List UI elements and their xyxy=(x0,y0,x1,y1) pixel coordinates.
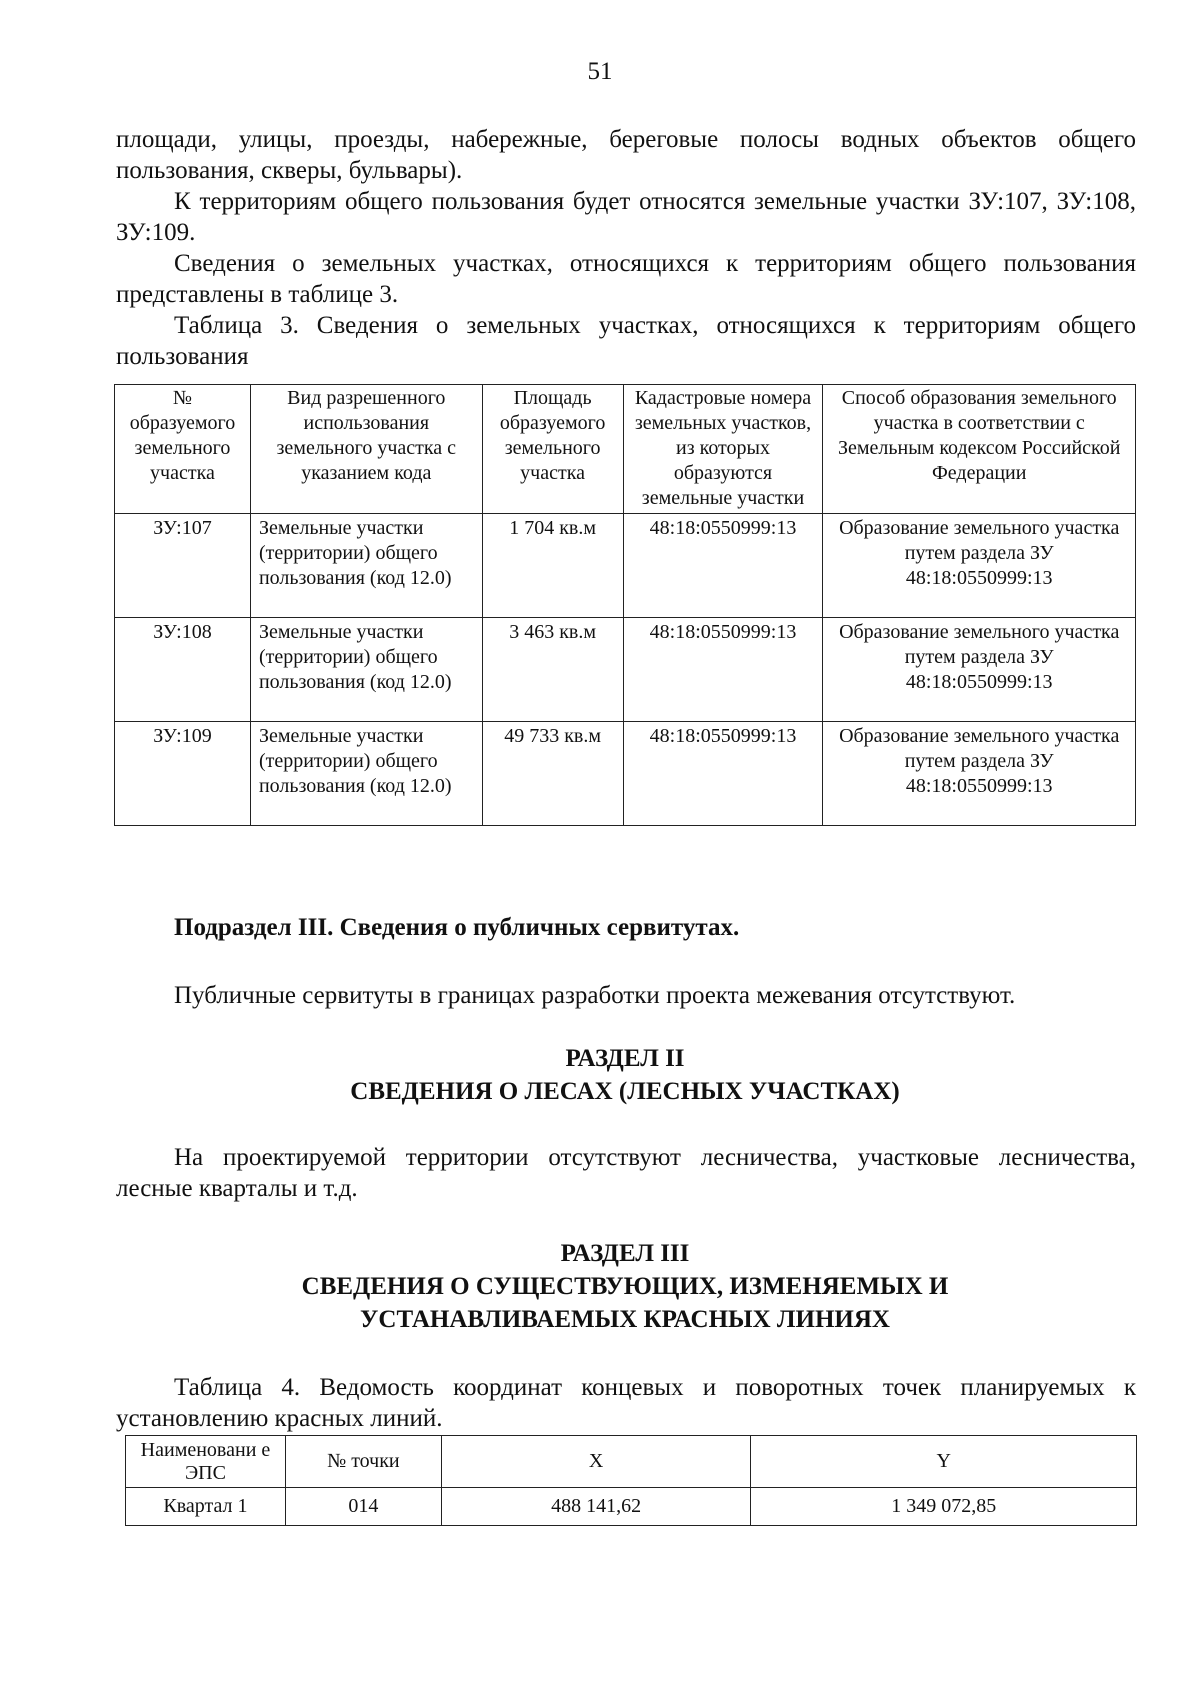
section-3-title-line-1: РАЗДЕЛ III xyxy=(560,1240,690,1267)
table-cell: 48:18:0550999:13 xyxy=(623,618,823,722)
table-4-header-cell: Y xyxy=(751,1436,1137,1488)
table-row xyxy=(115,722,1136,826)
table-4 xyxy=(125,1435,1137,1526)
table-cell: 48:18:0550999:13 xyxy=(623,514,823,618)
section-2-text: На проектируемой территории отсутствуют лесничества, участковые лесничества, лесные кварталы и т.д. xyxy=(116,1144,1136,1202)
table-4-header-row xyxy=(126,1436,1137,1488)
table-cell: 488 141,62 xyxy=(441,1488,751,1526)
page-number: 51 xyxy=(587,58,613,85)
table-row xyxy=(126,1488,1137,1526)
table-cell: Земельные участки (территории) общего пользования (код 12.0) xyxy=(250,514,482,618)
table-cell: 49 733 кв.м xyxy=(482,722,623,826)
table-cell: Образование земельного участка путем раздела ЗУ 48:18:0550999:13 xyxy=(823,514,1136,618)
table-3 xyxy=(114,384,1136,826)
section-3-title-line-2: СВЕДЕНИЯ О СУЩЕСТВУЮЩИХ, ИЗМЕНЯЕМЫХ И xyxy=(301,1273,949,1300)
intro-paragraph-1: площади, улицы, проезды, набережные, береговые полосы водных объектов общего пользования, скверы, бульвары). xyxy=(116,126,1136,184)
table-cell: ЗУ:107 xyxy=(115,514,251,618)
table-cell: Образование земельного участка путем раздела ЗУ 48:18:0550999:13 xyxy=(823,722,1136,826)
table-cell: 1 349 072,85 xyxy=(751,1488,1137,1526)
subsection-3-text: Публичные сервитуты в границах разработки проекта межевания отсутствуют. xyxy=(174,982,1016,1009)
intro-paragraph-2: К территориям общего пользования будет относятся земельные участки ЗУ:107, ЗУ:108, ЗУ:109. xyxy=(116,188,1136,246)
section-2-title-line-1: РАЗДЕЛ II xyxy=(565,1045,685,1072)
table-4-header-cell: Наименовани е ЭПС xyxy=(126,1436,286,1488)
table-row xyxy=(115,514,1136,618)
table-3-header-cell: Вид разрешенного использования земельного участка с указанием кода xyxy=(250,385,482,514)
table-cell: 014 xyxy=(285,1488,441,1526)
table-3-header-cell: Способ образования земельного участка в соответствии с Земельным кодексом Российской Федерации xyxy=(823,385,1136,514)
table-row xyxy=(115,618,1136,722)
intro-paragraph-3: Сведения о земельных участках, относящихся к территориям общего пользования представлены в таблице 3. xyxy=(116,250,1136,308)
table-cell: 1 704 кв.м xyxy=(482,514,623,618)
table-cell: Земельные участки (территории) общего пользования (код 12.0) xyxy=(250,722,482,826)
table-cell: Квартал 1 xyxy=(126,1488,286,1526)
table-3-header-cell: Площадь образуемого земельного участка xyxy=(482,385,623,514)
table-3-header-cell: Кадастровые номера земельных участков, из которых образуются земельные участки xyxy=(623,385,823,514)
subsection-3-title: Подраздел III. Сведения о публичных сервитутах. xyxy=(174,914,740,941)
table-cell: 3 463 кв.м xyxy=(482,618,623,722)
table3-caption: Таблица 3. Сведения о земельных участках, относящихся к территориям общего пользования xyxy=(116,312,1136,370)
table-cell: Образование земельного участка путем раздела ЗУ 48:18:0550999:13 xyxy=(823,618,1136,722)
section-2-title-line-2: СВЕДЕНИЯ О ЛЕСАХ (ЛЕСНЫХ УЧАСТКАХ) xyxy=(350,1078,900,1105)
table-cell: ЗУ:108 xyxy=(115,618,251,722)
section-3-title-line-3: УСТАНАВЛИВАЕМЫХ КРАСНЫХ ЛИНИЯХ xyxy=(360,1306,890,1333)
table-3-header-cell: № образуемого земельного участка xyxy=(115,385,251,514)
table-cell: Земельные участки (территории) общего пользования (код 12.0) xyxy=(250,618,482,722)
table4-caption: Таблица 4. Ведомость координат концевых и поворотных точек планируемых к установлению красных линий. xyxy=(116,1374,1136,1432)
table-cell: 48:18:0550999:13 xyxy=(623,722,823,826)
table-3-header-row xyxy=(115,385,1136,514)
table-4-header-cell: № точки xyxy=(285,1436,441,1488)
table-cell: ЗУ:109 xyxy=(115,722,251,826)
table-4-header-cell: X xyxy=(441,1436,751,1488)
